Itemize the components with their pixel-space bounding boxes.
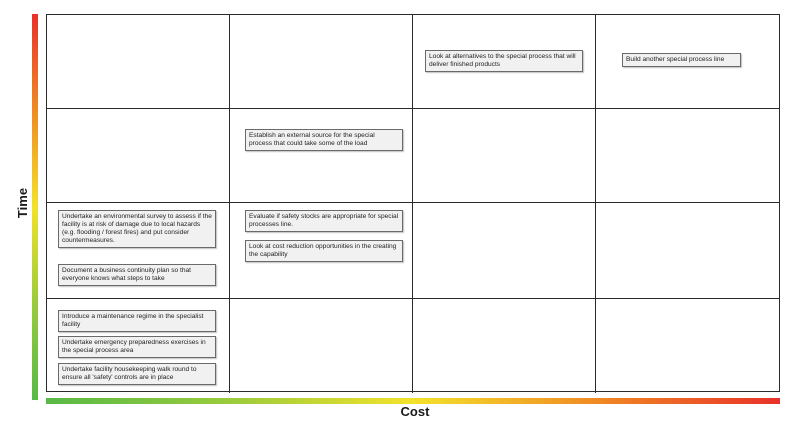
cell-r3-c3 (596, 299, 779, 393)
note-cost-reduction: Look at cost reduction opportunities in the creating the capability (245, 240, 403, 262)
cell-r2-c2 (413, 203, 596, 299)
cell-r2-c0 (47, 203, 230, 299)
cell-r1-c3 (596, 109, 779, 203)
y-axis-label: Time (15, 187, 30, 219)
cell-r0-c3 (596, 15, 779, 109)
note-environmental-survey: Undertake an environmental survey to assess if the facility is at risk of damage due to local hazards (e.g. flooding / forest fires) and put consider countermeasures. (58, 210, 216, 248)
cell-r3-c0 (47, 299, 230, 393)
cell-r2-c3 (596, 203, 779, 299)
x-axis-label: Cost (400, 404, 430, 419)
cell-r1-c0 (47, 109, 230, 203)
note-emergency-preparedness: Undertake emergency preparedness exercises in the special process area (58, 336, 216, 358)
cell-r0-c1 (230, 15, 413, 109)
cell-r1-c2 (413, 109, 596, 203)
cell-r3-c1 (230, 299, 413, 393)
cell-r0-c2 (413, 15, 596, 109)
note-safety-stocks: Evaluate if safety stocks are appropriate for special processes line. (245, 210, 403, 232)
note-build-special-process-line: Build another special process line (622, 53, 741, 67)
cell-r0-c0 (47, 15, 230, 109)
note-alternatives-special-process: Look at alternatives to the special process that will deliver finished products (425, 50, 583, 72)
note-external-source: Establish an external source for the special process that could take some of the load (245, 129, 403, 151)
cell-r2-c1 (230, 203, 413, 299)
note-facility-housekeeping: Undertake facility housekeeping walk round to ensure all 'safety' controls are in place (58, 363, 216, 385)
cell-r1-c1 (230, 109, 413, 203)
cost-time-matrix (46, 14, 780, 392)
note-business-continuity-plan: Document a business continuity plan so that everyone knows what steps to take (58, 264, 216, 286)
cell-r3-c2 (413, 299, 596, 393)
note-maintenance-regime: Introduce a maintenance regime in the specialist facility (58, 310, 216, 332)
